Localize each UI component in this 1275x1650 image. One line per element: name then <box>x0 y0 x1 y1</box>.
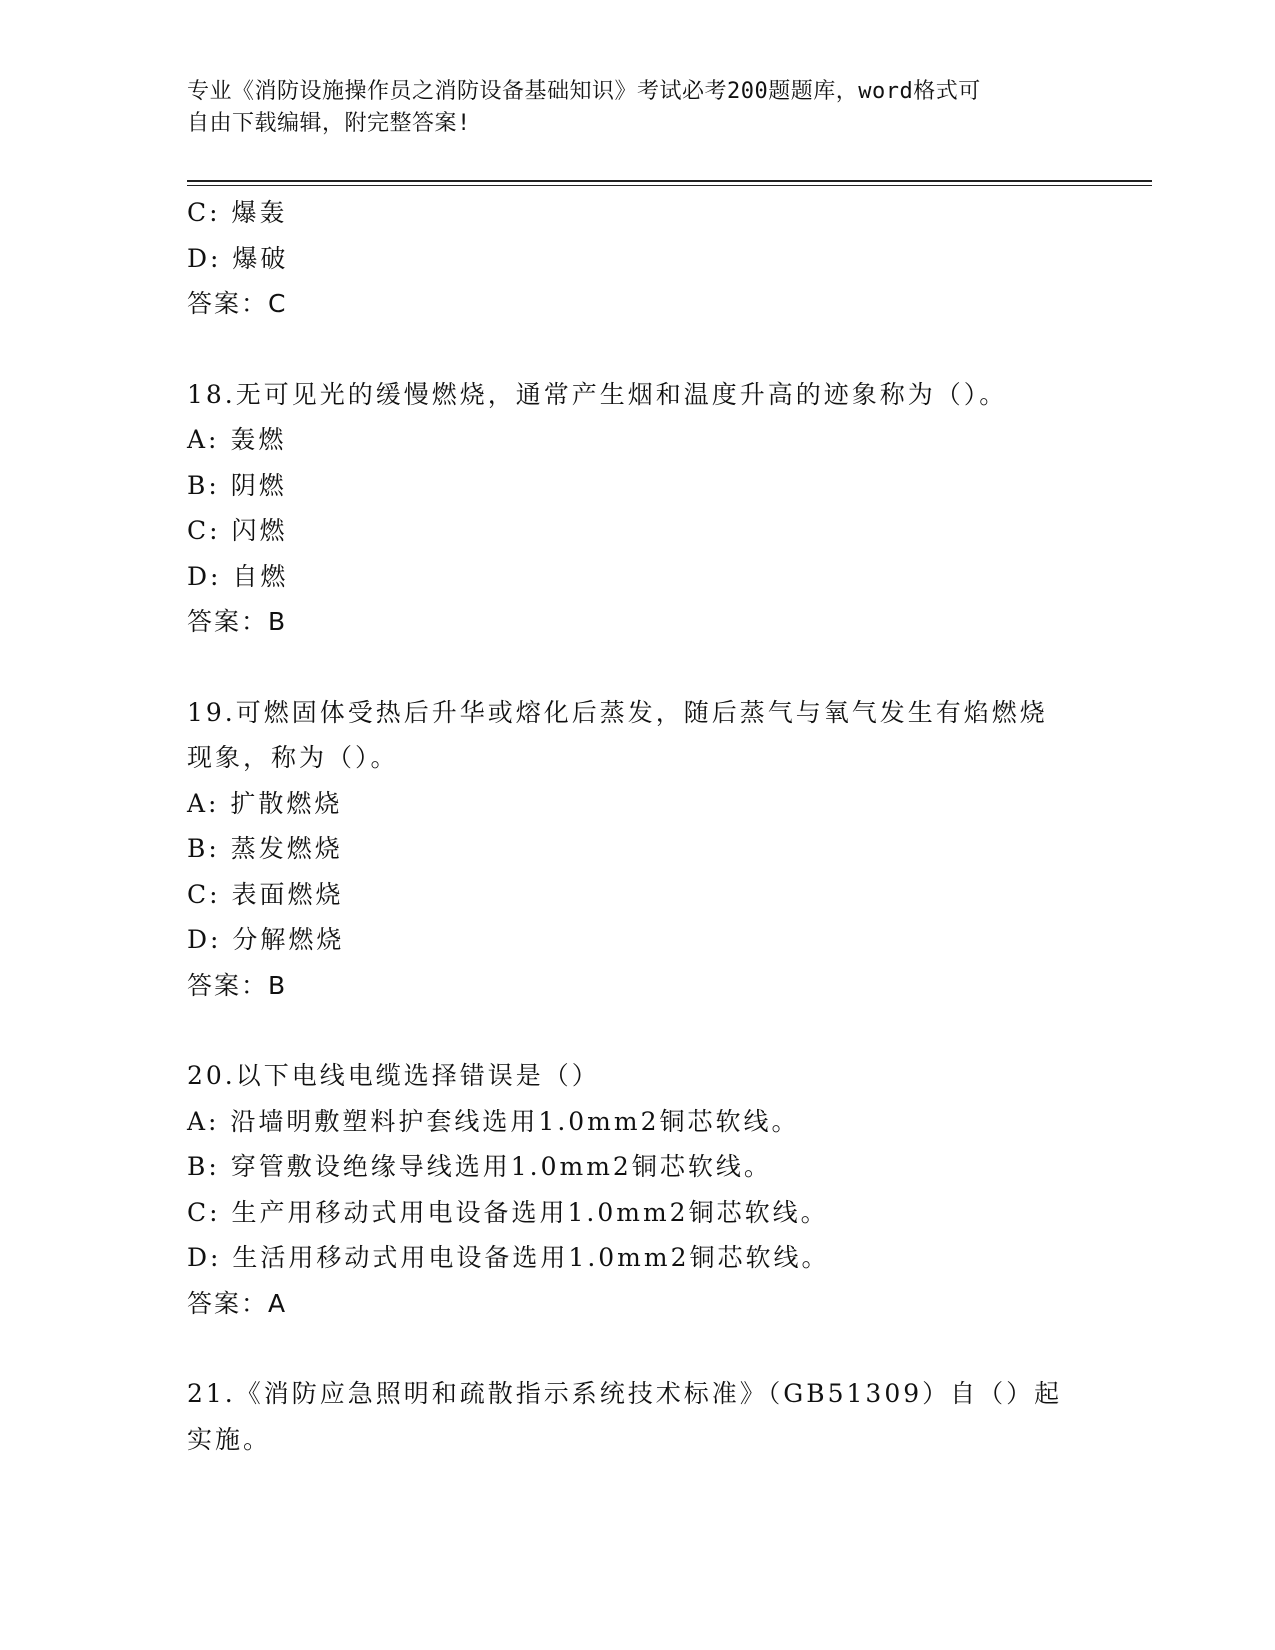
header-rule-thick <box>187 180 1152 182</box>
option-c: C: 闪燃 <box>187 516 288 545</box>
question-stem-line-1: 19.可燃固体受热后升华或熔化后蒸发，随后蒸气与氧气发生有焰燃烧 <box>187 697 1048 727</box>
option-b: B: 蒸发燃烧 <box>187 834 343 863</box>
option-d: D: 自燃 <box>187 561 289 591</box>
header-rule-thin <box>187 185 1152 186</box>
header-line-1: 专业《消防设施操作员之消防设备基础知识》考试必考200题题库，word格式可 <box>187 79 981 104</box>
question-stem-line-1: 21.《消防应急照明和疏散指示系统技术标准》（GB51309）自（）起 <box>187 1379 1063 1408</box>
answer: 答案：B <box>187 970 288 1000</box>
question-17-fragment <box>187 190 1087 327</box>
option-d: D: 生活用移动式用电设备选用1.0mm2铜芯软线。 <box>187 1243 830 1272</box>
option-a: A: 轰燃 <box>187 425 287 454</box>
question-18 <box>187 372 1087 645</box>
option-d: D: 爆破 <box>187 243 289 273</box>
question-stem: 18.无可见光的缓慢燃烧，通常产生烟和温度升高的迹象称为（）。 <box>187 379 1008 409</box>
question-list <box>187 190 1087 1462</box>
option-b: B: 穿管敷设绝缘导线选用1.0mm2铜芯软线。 <box>187 1152 772 1181</box>
option-a: A: 沿墙明敷塑料护套线选用1.0mm2铜芯软线。 <box>187 1106 800 1136</box>
option-c: C: 生产用移动式用电设备选用1.0mm2铜芯软线。 <box>187 1197 829 1227</box>
option-d: D: 分解燃烧 <box>187 925 345 954</box>
question-21 <box>187 1371 1087 1462</box>
header-line-2: 自由下载编辑，附完整答案! <box>187 111 471 136</box>
question-20 <box>187 1053 1087 1326</box>
document-header <box>187 76 1067 140</box>
option-c: C: 爆轰 <box>187 198 288 227</box>
option-a: A: 扩散燃烧 <box>187 788 343 818</box>
question-19 <box>187 690 1087 1009</box>
answer: 答案：B <box>187 607 288 636</box>
option-b: B: 阴燃 <box>187 470 287 500</box>
option-c: C: 表面燃烧 <box>187 879 344 909</box>
answer: 答案：A <box>187 1288 288 1318</box>
question-stem-line-2: 现象，称为（）。 <box>187 743 399 772</box>
question-stem: 20.以下电线电缆选择错误是（） <box>187 1061 600 1090</box>
question-stem-line-2: 实施。 <box>187 1424 272 1454</box>
answer: 答案：C <box>187 289 288 318</box>
